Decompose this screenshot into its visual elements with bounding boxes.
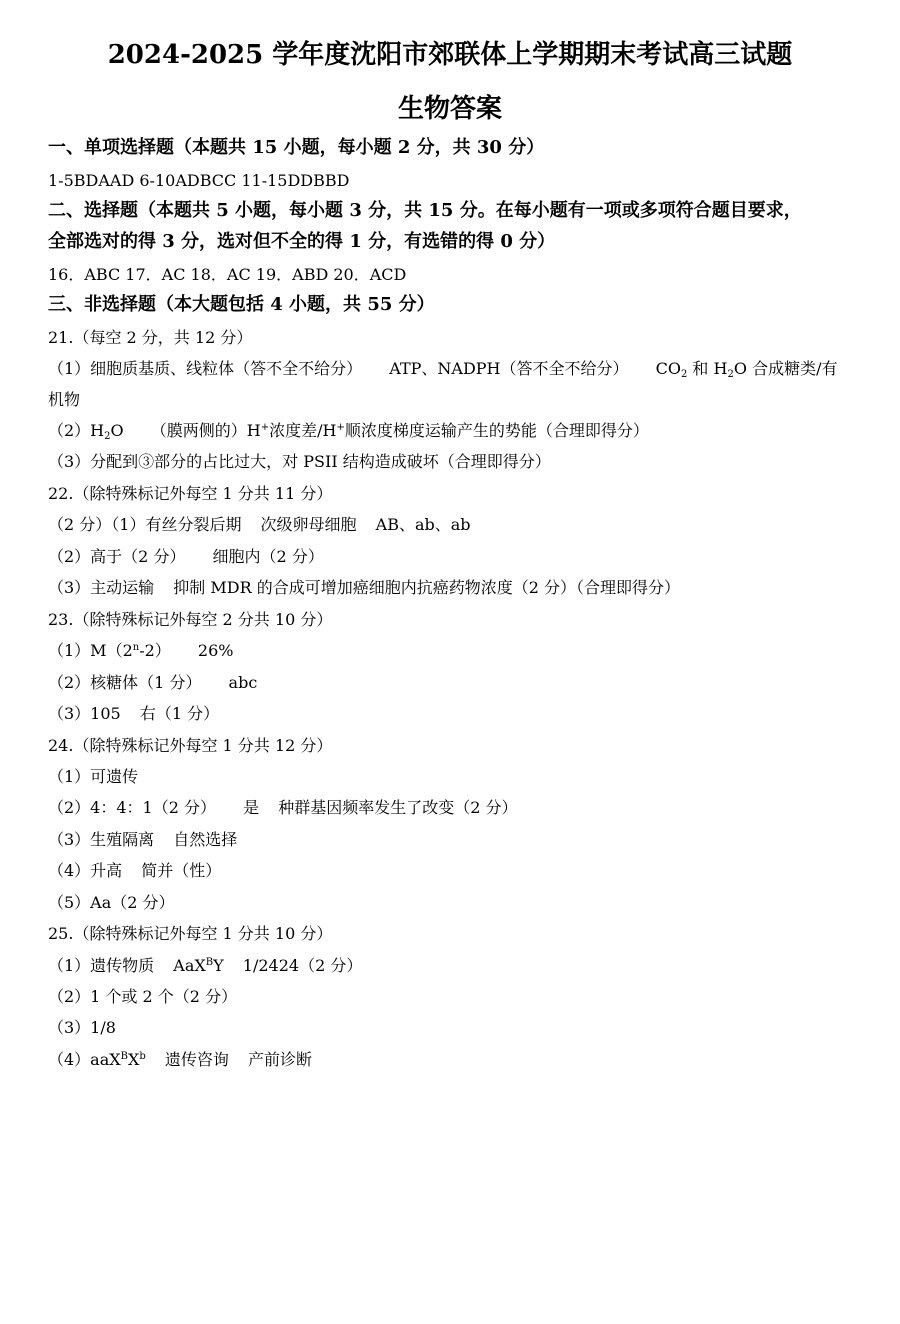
- q21-p1-c3: 和 H: [687, 359, 728, 378]
- q24-part2: [48, 797, 868, 819]
- q23-part2: [48, 672, 868, 694]
- q24-part3: [48, 829, 868, 851]
- q21-p1-a: （1）细胞质基质、线粒体（答不全不给分）: [48, 359, 363, 378]
- q21-p2-g: +: [336, 422, 345, 433]
- q25-heading: 25.（除特殊标记外每空 1 分共 10 分）: [48, 924, 333, 943]
- q25-part4: [48, 1049, 868, 1071]
- q22-part1: [48, 514, 868, 536]
- q21-part1-cont: 机物: [48, 390, 81, 409]
- q21-p2-a: （2）H: [48, 421, 105, 440]
- q23-heading: 23.（除特殊标记外每空 2 分共 10 分）: [48, 610, 333, 629]
- q21-p1-c1: CO: [655, 359, 681, 378]
- q24-p3-b: 自然选择: [173, 830, 238, 849]
- q23-p2-a: （2）核糖体（1 分）: [48, 673, 202, 692]
- q25-p4-a4: b: [139, 1051, 146, 1062]
- q25-part3: （3）1/8: [48, 1018, 116, 1037]
- section3-heading: 三、非选择题（本大题包括 4 小题，共 55 分）: [48, 294, 435, 315]
- q22-p1-b: 次级卵母细胞: [260, 515, 357, 534]
- q22-heading: 22.（除特殊标记外每空 1 分共 11 分）: [48, 484, 333, 503]
- q21-p1-c2: 2: [680, 369, 688, 380]
- q25-p4-a3: X: [128, 1050, 140, 1069]
- q25-part1: [48, 955, 868, 977]
- q22-p1-c: AB、ab、ab: [375, 515, 471, 534]
- q23-p3-b: 右（1 分）: [139, 704, 220, 723]
- q21-p1-c5: O 合成糖类/有: [733, 359, 838, 378]
- q23-p1-c: -2）: [139, 641, 171, 660]
- q23-part1: [48, 640, 868, 662]
- q21-p1-b: ATP、NADPH（答不全不给分）: [389, 359, 629, 378]
- q21-p2-h: 顺浓度梯度运输产生的势能（合理即得分）: [344, 421, 649, 440]
- section1-answers: 1-5BDAAD 6-10ADBCC 11-15DDBBD: [48, 171, 350, 190]
- q25-p4-c: 产前诊断: [248, 1050, 313, 1069]
- q24-p2-b: 是: [243, 798, 260, 817]
- q25-p1-b3: Y: [213, 956, 224, 975]
- q21-p2-e: +: [260, 422, 270, 433]
- q25-part2: （2）1 个或 2 个（2 分）: [48, 987, 238, 1006]
- q22-part3: [48, 577, 868, 599]
- q22-p3-a: （3）主动运输: [48, 578, 155, 597]
- section1-heading: 一、单项选择题（本题共 15 小题，每小题 2 分，共 30 分）: [48, 137, 545, 158]
- q21-part2: [48, 420, 868, 442]
- section2-heading-line1: 二、选择题（本题共 5 小题，每小题 3 分，共 15 分。在每小题有一项或多项符合题目要求，: [48, 200, 802, 221]
- q23-p2-b: abc: [228, 673, 258, 692]
- q25-p1-b: [173, 956, 223, 975]
- q24-p3-a: （3）生殖隔离: [48, 830, 155, 849]
- page-subtitle: 生物答案: [397, 94, 502, 124]
- q21-part3: （3）分配到③部分的占比过大，对 PSII 结构造成破坏（合理即得分）: [48, 452, 551, 471]
- q22-p2-a: （2）高于（2 分）: [48, 547, 186, 566]
- q22-part2: [48, 546, 868, 568]
- q25-p1-a: （1）遗传物质: [48, 956, 155, 975]
- q25-p1-b2: B: [205, 957, 214, 968]
- q24-p4-b: 简并（性）: [141, 861, 222, 880]
- q23-p1-a: （1）M（2: [48, 641, 133, 660]
- q22-p3-b: 抑制 MDR 的合成可增加癌细胞内抗癌药物浓度（2 分）（合理即得分）: [173, 578, 680, 597]
- q24-part5: （5）Aa（2 分）: [48, 893, 175, 912]
- q23-p1-d: 26%: [197, 641, 234, 660]
- q21-p2-b: 2: [104, 431, 111, 442]
- q21-p1-c4: 2: [727, 369, 734, 380]
- q25-p4-a1: （4）aaX: [48, 1050, 121, 1069]
- q25-p4-b: 遗传咨询: [164, 1050, 229, 1069]
- q22-p2-b: 细胞内（2 分）: [212, 547, 324, 566]
- q24-part1: （1）可遗传: [48, 767, 139, 786]
- q23-part3: [48, 703, 868, 725]
- q21-p2-d: （膜两侧的）H: [150, 421, 261, 440]
- q21-part1: [48, 358, 868, 380]
- q24-p2-c: 种群基因频率发生了改变（2 分）: [278, 798, 518, 817]
- q25-p4-a2: B: [120, 1051, 129, 1062]
- q21-heading: 21.（每空 2 分，共 12 分）: [48, 328, 253, 347]
- q24-heading: 24.（除特殊标记外每空 1 分共 12 分）: [48, 736, 333, 755]
- q23-p3-a: （3）105: [48, 704, 121, 723]
- q24-p4-a: （4）升高: [48, 861, 123, 880]
- section2-heading-line2: 全部选对的得 3 分，选对但不全的得 1 分，有选错的得 0 分）: [48, 231, 556, 252]
- q24-part4: [48, 860, 868, 882]
- q24-p2-a: （2）4：4：1（2 分）: [48, 798, 216, 817]
- q25-p1-b1: AaX: [173, 956, 206, 975]
- page-title: 2024-2025 学年度沈阳市郊联体上学期期末考试高三试题: [107, 40, 793, 70]
- q21-p2-c: O: [110, 421, 124, 440]
- q23-p1-b: n: [132, 642, 140, 653]
- q25-p1-c: 1/2424（2 分）: [242, 956, 363, 975]
- q22-p1-a: （2 分）（1）有丝分裂后期: [48, 515, 242, 534]
- q21-p2-f: 浓度差/H: [269, 421, 337, 440]
- q21-p1-c: [656, 359, 838, 378]
- q25-p4-a: [48, 1050, 146, 1069]
- section2-answers: 16．ABC 17．AC 18．AC 19．ABD 20．ACD: [48, 265, 407, 284]
